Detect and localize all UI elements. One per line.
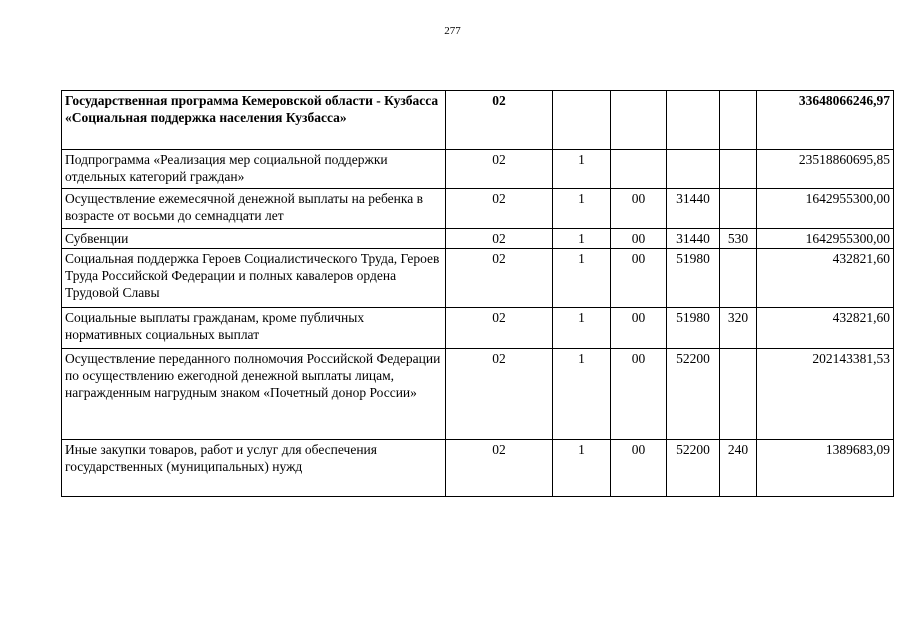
code-program: 02: [446, 91, 553, 150]
code-expense-type: [720, 349, 757, 440]
table-row: [62, 249, 894, 308]
code-program: 02: [446, 229, 553, 249]
code-expense-type: [720, 249, 757, 308]
code-subprogram: 1: [553, 440, 611, 497]
row-name: Осуществление переданного полномочия Российской Федерации по осуществлению ежегодной денежной выплаты лицам, награжденным нагрудным знаком «Почетный донор России»: [62, 349, 446, 440]
code-expense-type: 530: [720, 229, 757, 249]
code-subprogram: 1: [553, 308, 611, 349]
code-direction: 52200: [667, 440, 720, 497]
row-amount: 23518860695,85: [757, 150, 894, 189]
code-program: 02: [446, 349, 553, 440]
row-name: Государственная программа Кемеровской области - Кузбасса «Социальная поддержка населения Кузбасса»: [62, 91, 446, 150]
row-name: Социальные выплаты гражданам, кроме публичных нормативных социальных выплат: [62, 308, 446, 349]
row-amount: 33648066246,97: [757, 91, 894, 150]
code-subprogram: [553, 91, 611, 150]
code-subprogram: 1: [553, 229, 611, 249]
code-direction: [667, 150, 720, 189]
table-row: [62, 91, 894, 150]
code-direction: [667, 91, 720, 150]
row-amount: 432821,60: [757, 308, 894, 349]
code-event: [611, 91, 667, 150]
code-event: 00: [611, 308, 667, 349]
code-program: 02: [446, 249, 553, 308]
code-event: 00: [611, 229, 667, 249]
code-subprogram: 1: [553, 150, 611, 189]
code-subprogram: 1: [553, 349, 611, 440]
code-event: [611, 150, 667, 189]
table-row: [62, 189, 894, 229]
row-name: Осуществление ежемесячной денежной выплаты на ребенка в возрасте от восьми до семнадцати лет: [62, 189, 446, 229]
page-number: 277: [444, 25, 461, 37]
code-direction: 31440: [667, 189, 720, 229]
row-name: Иные закупки товаров, работ и услуг для обеспечения государственных (муниципальных) нужд: [62, 440, 446, 497]
code-event: 00: [611, 440, 667, 497]
code-expense-type: [720, 91, 757, 150]
code-event: 00: [611, 189, 667, 229]
row-name: Субвенции: [62, 229, 446, 249]
table-row: [62, 349, 894, 440]
code-program: 02: [446, 189, 553, 229]
budget-table: [61, 90, 894, 497]
row-name: Социальная поддержка Героев Социалистического Труда, Героев Труда Российской Федерации и полных кавалеров ордена Трудовой Славы: [62, 249, 446, 308]
row-amount: 1642955300,00: [757, 189, 894, 229]
row-amount: 202143381,53: [757, 349, 894, 440]
code-event: 00: [611, 249, 667, 308]
table-row: [62, 150, 894, 189]
code-direction: 31440: [667, 229, 720, 249]
code-program: 02: [446, 308, 553, 349]
code-program: 02: [446, 440, 553, 497]
row-amount: 1642955300,00: [757, 229, 894, 249]
code-direction: 51980: [667, 249, 720, 308]
code-direction: 52200: [667, 349, 720, 440]
code-event: 00: [611, 349, 667, 440]
code-direction: 51980: [667, 308, 720, 349]
code-expense-type: [720, 150, 757, 189]
code-program: 02: [446, 150, 553, 189]
table-row: [62, 229, 894, 249]
code-subprogram: 1: [553, 189, 611, 229]
row-name: Подпрограмма «Реализация мер социальной поддержки отдельных категорий граждан»: [62, 150, 446, 189]
code-expense-type: 240: [720, 440, 757, 497]
table-row: [62, 440, 894, 497]
code-expense-type: 320: [720, 308, 757, 349]
table-row: [62, 308, 894, 349]
code-expense-type: [720, 189, 757, 229]
code-subprogram: 1: [553, 249, 611, 308]
row-amount: 432821,60: [757, 249, 894, 308]
row-amount: 1389683,09: [757, 440, 894, 497]
